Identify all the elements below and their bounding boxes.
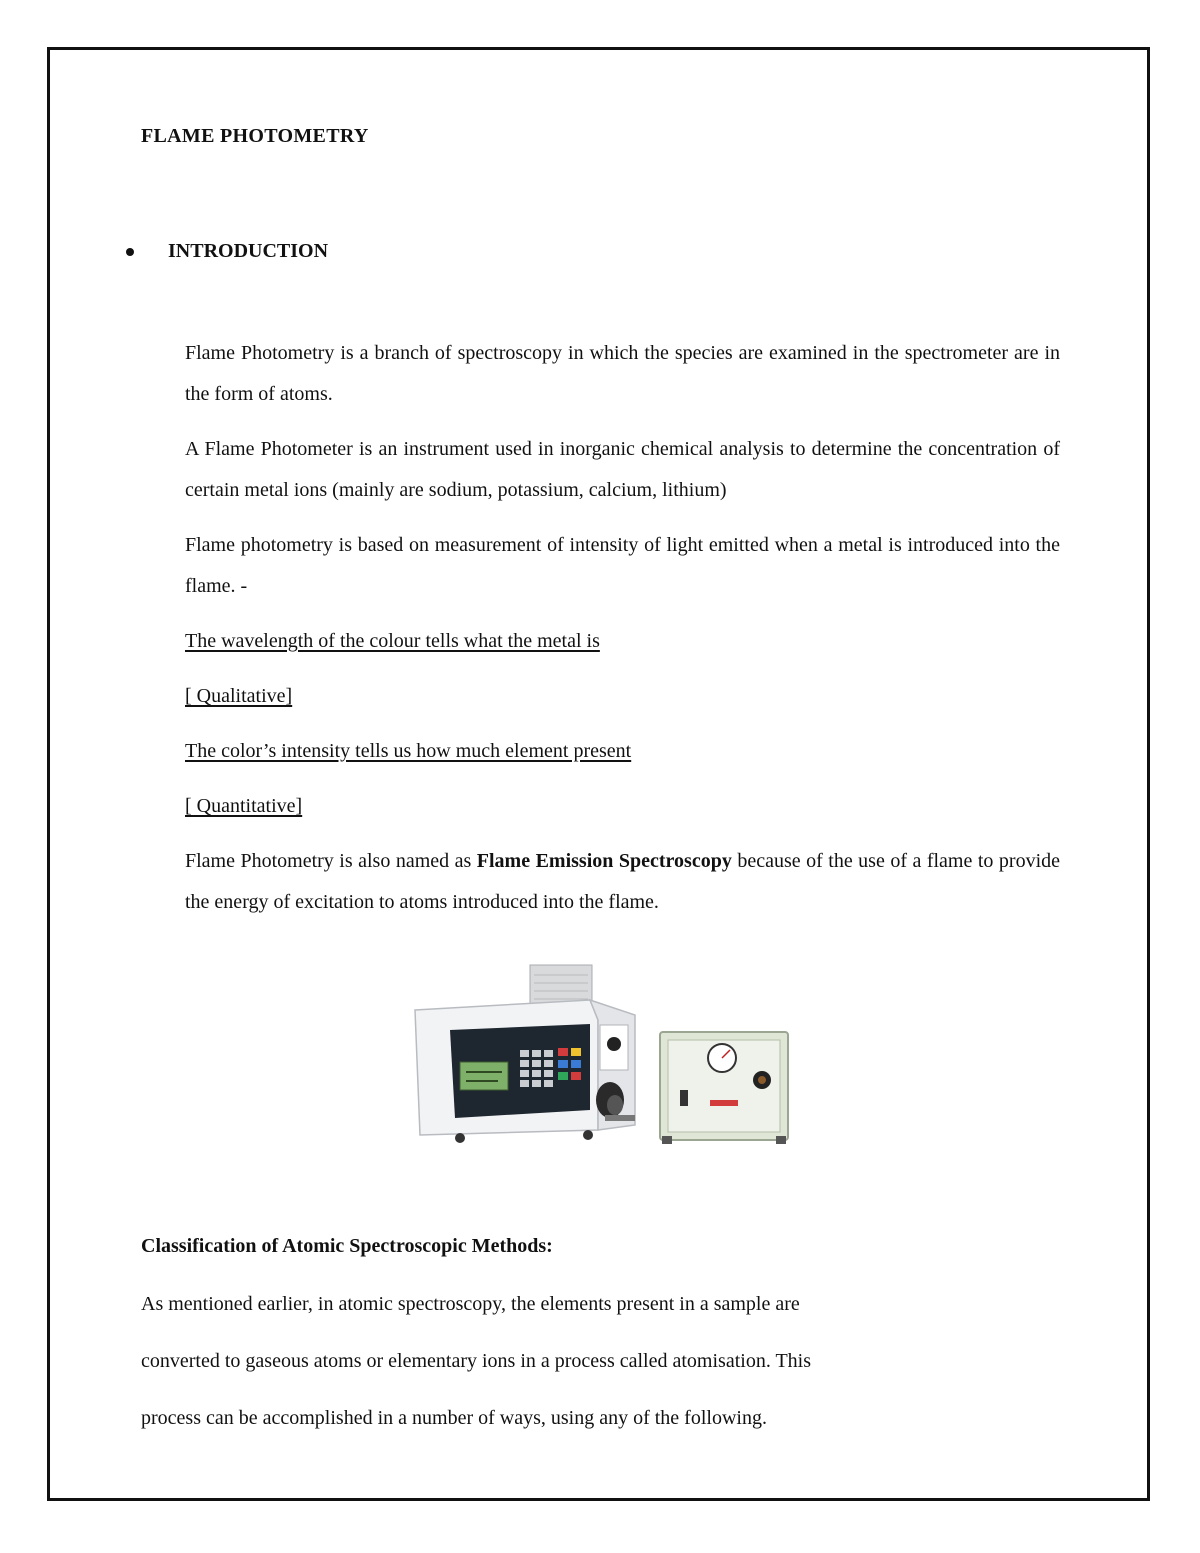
- intro-quantitative-line: [185, 786, 1060, 827]
- intro-paragraph-emission: [185, 841, 1060, 923]
- classification-body: [141, 1284, 1041, 1455]
- section-heading-label: INTRODUCTION: [168, 240, 329, 262]
- intro-paragraph-1: Flame Photometry is a branch of spectroscopy in which the species are examined in the spectrometer are in the form of atoms.: [185, 342, 1060, 405]
- introduction-body: [185, 333, 1060, 937]
- intensity-text: The color’s intensity tells us how much element present: [185, 740, 632, 762]
- wavelength-text: The wavelength of the colour tells what the metal is: [185, 630, 600, 652]
- quantitative-label: [ Quantitative]: [185, 795, 303, 817]
- classification-heading: Classification of Atomic Spectroscopic Methods:: [141, 1235, 553, 1257]
- classification-line-1: As mentioned earlier, in atomic spectroscopy, the elements present in a sample are: [141, 1293, 800, 1315]
- intro-intensity-line: [185, 731, 1060, 772]
- flame-photometer-instrument: [415, 965, 635, 1143]
- document-title: FLAME PHOTOMETRY: [141, 125, 369, 147]
- intro-paragraph-2: A Flame Photometer is an instrument used in inorganic chemical analysis to determine the concentration of certain metal ions (mainly are sodium, potassium, calcium, lithium): [185, 438, 1060, 501]
- flame-photometer-figure: [410, 960, 795, 1175]
- emission-term: Flame Emission Spectroscopy: [476, 850, 732, 872]
- emission-text-before: Flame Photometry is also named as: [185, 850, 477, 872]
- intro-qualitative-line: [185, 676, 1060, 717]
- classification-line-2: converted to gaseous atoms or elementary ions in a process called atomisation. This: [141, 1350, 812, 1372]
- emission-text-after: because of the use of a flame to provide the energy of excitation to atoms introduced into the flame.: [185, 850, 1060, 913]
- air-compressor-unit: [660, 1032, 788, 1144]
- qualitative-label: [ Qualitative]: [185, 685, 293, 707]
- intro-paragraph-3: Flame photometry is based on measurement of intensity of light emitted when a metal is introduced into the flame. -: [185, 534, 1060, 597]
- bullet-icon: [126, 248, 134, 256]
- section-heading-introduction: [120, 240, 328, 263]
- classification-line-3: process can be accomplished in a number of ways, using any of the following.: [141, 1407, 767, 1429]
- intro-wavelength-line: [185, 621, 1060, 662]
